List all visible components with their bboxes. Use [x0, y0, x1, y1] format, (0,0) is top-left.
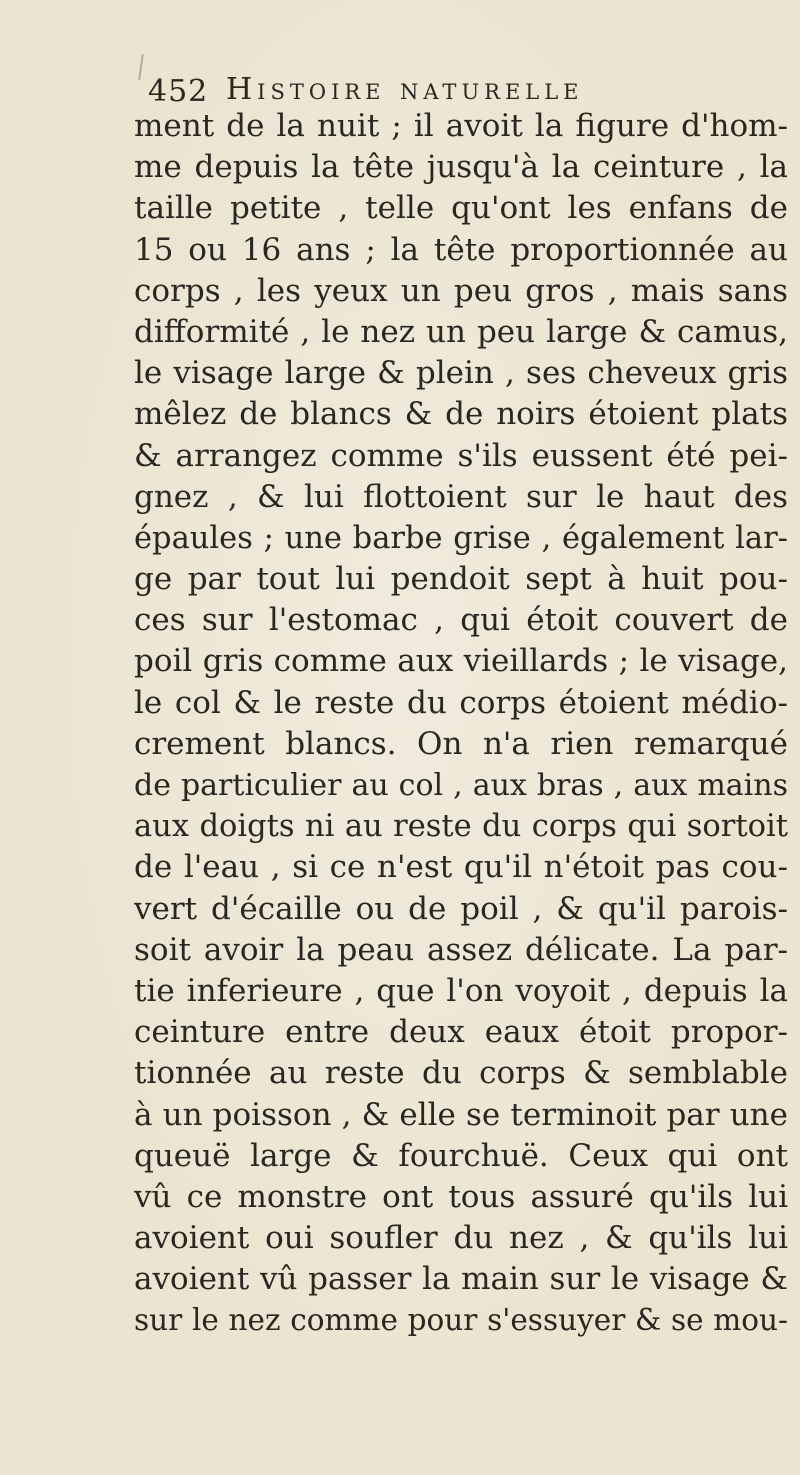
text-line: de particulier au col , aux bras , aux mains: [134, 768, 788, 803]
body-text: [134, 106, 794, 1342]
text-line: le col & le reste du corps étoient médio-: [134, 684, 788, 721]
text-line: avoient oui soufler du nez , & qu'ils lui: [134, 1220, 788, 1257]
text-line: poil gris comme aux vieillards ; le visage,: [134, 643, 788, 680]
text-line: à un poisson , & elle se terminoit par une: [134, 1096, 788, 1133]
page-number: 452: [148, 74, 209, 109]
text-line: & arrangez comme s'ils eussent été pei-: [134, 437, 788, 474]
text-line: tionnée au reste du corps & semblable: [134, 1055, 788, 1092]
text-line: crement blancs. On n'a rien remarqué: [134, 725, 788, 762]
text-line: soit avoir la peau assez délicate. La par-: [134, 931, 788, 968]
text-line: ge par tout lui pendoit sept à huit pou-: [134, 561, 788, 598]
text-line: mêlez de blancs & de noirs étoient plats: [134, 396, 788, 433]
text-line: épaules ; une barbe grise , également lar-: [134, 520, 788, 556]
margin-mark: [138, 54, 144, 80]
text-line: de l'eau , si ce n'est qu'il n'étoit pas cou-: [134, 849, 788, 886]
text-line: me depuis la tête jusqu'à la ceinture , la: [134, 149, 788, 186]
text-line: corps , les yeux un peu gros , mais sans: [134, 272, 788, 309]
text-line: ment de la nuit ; il avoit la figure d'hom-: [134, 108, 788, 144]
running-head: [148, 70, 788, 110]
running-title: Histoire naturelle: [226, 72, 584, 107]
text-line: queuë large & fourchuë. Ceux qui ont: [134, 1137, 788, 1174]
text-line: avoient vû passer la main sur le visage &: [134, 1261, 788, 1298]
text-line: 15 ou 16 ans ; la tête proportionnée au: [134, 231, 788, 268]
text-line: ceinture entre deux eaux étoit propor-: [134, 1014, 788, 1051]
text-line: difformité , le nez un peu large & camus,: [134, 313, 788, 350]
text-line: le visage large & plein , ses cheveux gris: [134, 355, 788, 392]
text-line: ces sur l'estomac , qui étoit couvert de: [134, 602, 788, 639]
text-line: aux doigts ni au reste du corps qui sortoit: [134, 809, 788, 845]
text-line: gnez , & lui flottoient sur le haut des: [134, 478, 788, 515]
text-line: vert d'écaille ou de poil , & qu'il parois-: [134, 890, 788, 927]
text-line: tie inferieure , que l'on voyoit , depuis la: [134, 972, 788, 1009]
text-line: taille petite , telle qu'ont les enfans de: [134, 190, 788, 227]
text-line: sur le nez comme pour s'essuyer & se mou-: [134, 1303, 788, 1338]
text-line: vû ce monstre ont tous assuré qu'ils lui: [134, 1178, 788, 1215]
